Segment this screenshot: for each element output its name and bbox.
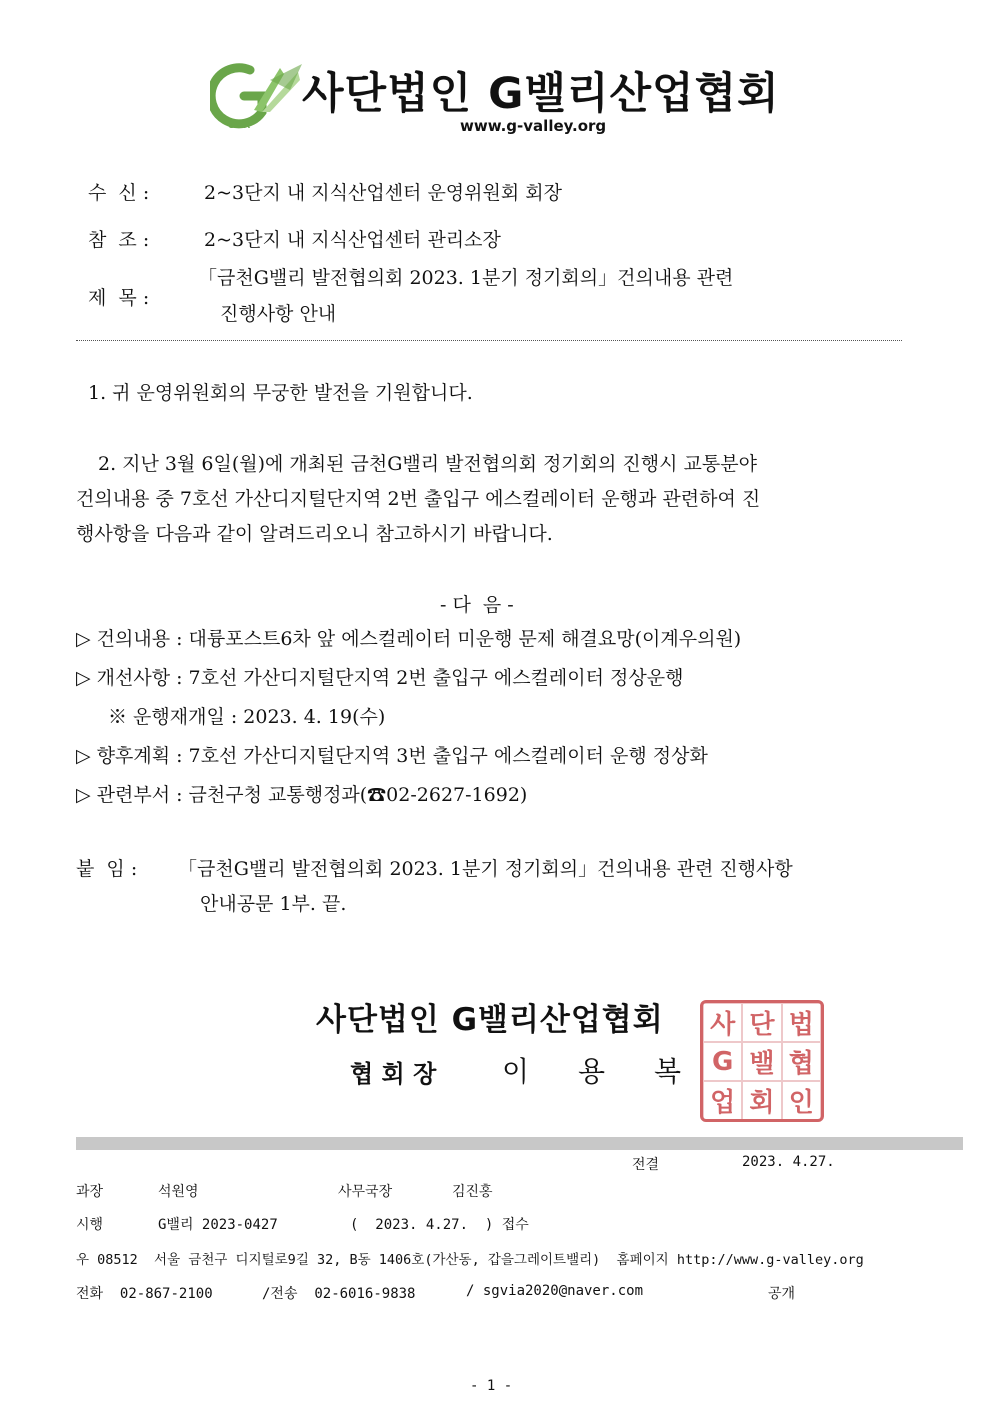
- disclosure-status: 공개: [768, 1286, 796, 1302]
- list-item-department: ▷ 관련부서 : 금천구청 교통행정과(☎02-2627-1692): [76, 784, 528, 806]
- phone-number: 전화 02-867-2100: [76, 1286, 213, 1302]
- seal-char: 법: [782, 1003, 821, 1042]
- seal-char: 밸: [742, 1042, 781, 1081]
- director-name: 김진홍: [452, 1184, 493, 1200]
- official-seal-stamp: [700, 1000, 824, 1122]
- recipient-label: 수 신 :: [88, 182, 150, 204]
- org-title: 사단법인 G밸리산업협회: [302, 69, 780, 119]
- reference-value: 2~3단지 내 지식산업센터 관리소장: [204, 229, 501, 251]
- attachment-line-2: 안내공문 1부. 끝.: [200, 893, 347, 915]
- seal-char: G: [703, 1042, 742, 1081]
- page-number: - 1 -: [470, 1378, 513, 1394]
- manager-name: 석원영: [158, 1184, 199, 1200]
- list-item-resume-date: ※ 운행재개일 : 2023. 4. 19(수): [108, 706, 386, 728]
- letterhead: [210, 55, 790, 140]
- subject-label: 제 목 :: [88, 287, 150, 309]
- reference-label: 참 조 :: [88, 229, 150, 251]
- approval-date: 2023. 4.27.: [742, 1154, 835, 1170]
- manager-title: 과장: [76, 1184, 104, 1200]
- paragraph-2-line-2: 건의내용 중 7호선 가산디지털단지역 2번 출입구 에스컬레이터 운행과 관련하여 진: [76, 488, 761, 510]
- logo-caption: GVIA: [228, 121, 250, 130]
- issue-label: 시행: [76, 1217, 104, 1233]
- seal-char: 회: [742, 1081, 781, 1120]
- president-name-1: 이: [502, 1055, 530, 1088]
- attachment-line-1: 「금천G밸리 발전협의회 2023. 1분기 정기회의」건의내용 관련 진행사항: [178, 858, 793, 880]
- paragraph-2-line-3: 행사항을 다음과 같이 알려드리오니 참고하시기 바랍니다.: [76, 523, 553, 545]
- email-address: / sgvia2020@naver.com: [466, 1283, 644, 1299]
- seal-char: 단: [742, 1003, 781, 1042]
- next-heading: - 다 음 -: [440, 594, 514, 616]
- list-item-plan: ▷ 향후계획 : 7호선 가산디지털단지역 3번 출입구 에스컬레이터 운행 정상화: [76, 745, 708, 767]
- seal-char: 협: [782, 1042, 821, 1081]
- president-name-3: 복: [654, 1055, 682, 1088]
- receipt-info: ( 2023. 4.27. ) 접수: [350, 1217, 529, 1233]
- attachment-label: 붙 임 :: [76, 858, 138, 880]
- website-url: www.g-valley.org: [460, 117, 607, 135]
- issue-number: G밸리 2023-0427: [158, 1217, 278, 1233]
- g-valley-leaf-logo-icon: [210, 60, 306, 130]
- paragraph-2: [76, 447, 916, 552]
- president-title: 협 회 장: [350, 1060, 437, 1088]
- signature-org-name: 사단법인 G밸리산업협회: [316, 1002, 664, 1038]
- footer-divider-bar: [76, 1137, 963, 1150]
- seal-char: 인: [782, 1081, 821, 1120]
- seal-grid: [703, 1003, 821, 1119]
- president-name-2: 용: [578, 1055, 606, 1088]
- reference-row: [88, 225, 501, 252]
- director-title: 사무국장: [338, 1184, 393, 1200]
- approval-label: 전결: [632, 1157, 660, 1173]
- seal-char: 업: [703, 1081, 742, 1120]
- subject-line-2: 진행사항 안내: [220, 303, 337, 325]
- recipient-row: [88, 178, 562, 205]
- fax-number: /전송 02-6016-9838: [262, 1286, 416, 1302]
- seal-char: 사: [703, 1003, 742, 1042]
- divider: [76, 340, 902, 341]
- address-line: 우 08512 서울 금천구 디지털로9길 32, B동 1406호(가산동, 갑을그레이트밸리) 홈페이지 http://www.g-valley.org: [76, 1252, 864, 1268]
- list-item-improvement: ▷ 개선사항 : 7호선 가산디지털단지역 2번 출입구 에스컬레이터 정상운행: [76, 667, 684, 689]
- list-item-proposal: ▷ 건의내용 : 대륭포스트6차 앞 에스컬레이터 미운행 문제 해결요망(이계우의원): [76, 628, 742, 650]
- paragraph-1: 1. 귀 운영위원회의 무궁한 발전을 기원합니다.: [88, 382, 473, 404]
- recipient-value: 2~3단지 내 지식산업센터 운영위원회 회장: [204, 182, 562, 204]
- paragraph-2-line-1: 2. 지난 3월 6일(월)에 개최된 금천G밸리 발전협의회 정기회의 진행시 교통분야: [98, 453, 757, 475]
- subject-line-1: 「금천G밸리 발전협의회 2023. 1분기 정기회의」건의내용 관련: [198, 267, 734, 289]
